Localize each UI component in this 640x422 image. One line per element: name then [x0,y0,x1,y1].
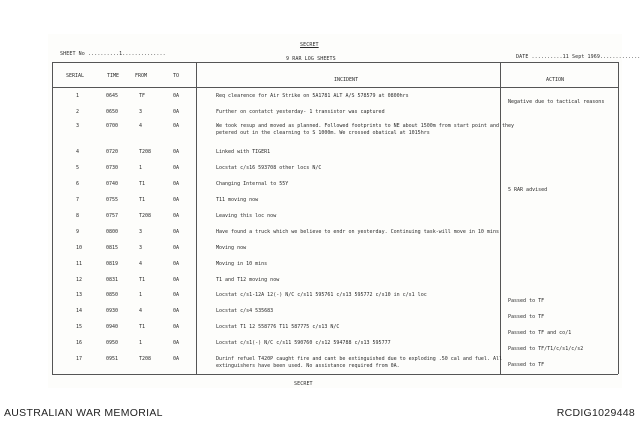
row-time: 0645 [106,93,119,99]
security-classification-top: SECRET [300,42,319,48]
row-serial: 3 [76,123,80,129]
row-action: Passed to TF [508,298,545,304]
row-to: 0A [173,165,180,171]
row-serial: 12 [76,277,83,283]
row-time: 0815 [106,245,119,251]
security-classification-bottom: SECRET [294,381,313,387]
row-to: 0A [173,181,180,187]
archive-reference: RCDIG1029448 [556,407,635,419]
row-serial: 11 [76,261,83,267]
row-from: T1 [139,324,146,330]
row-incident: Locstat c/s1-12A 12(-) N/C c/s11 595761 c/s13 595772 c/s10 in c/s1 loc [216,292,427,298]
row-serial: 5 [76,165,80,171]
row-from: 4 [139,123,143,129]
row-to: 0A [173,308,180,314]
row-incident: extinguishers have been used. No assistance required from 0A. [216,363,400,369]
row-from: 1 [139,292,143,298]
row-time: 0951 [106,356,119,362]
row-serial: 1 [76,93,80,99]
row-incident: Moving now [216,245,247,251]
row-to: 0A [173,324,180,330]
row-from: 1 [139,165,143,171]
row-action: Passed to TF [508,362,545,368]
incident-column-divider [196,62,197,374]
row-serial: 16 [76,340,83,346]
row-from: T208 [139,149,152,155]
row-time: 0700 [106,123,119,129]
row-to: 0A [173,292,180,298]
row-time: 0831 [106,277,119,283]
row-incident: Leaving this loc now [216,213,277,219]
column-header-incident: INCIDENT [334,77,359,83]
column-header-from: FROM [135,73,148,79]
table-top-border [52,62,618,63]
row-action: Passed to TF/T1/c/s1/c/s2 [508,346,584,352]
row-incident: Req clearence for Air Strike on 5A1781 ALT A/S 578579 at 0800hrs [216,93,409,99]
row-time: 0940 [106,324,119,330]
column-header-serial: SERIAL [66,73,85,79]
row-incident: We took resup and moved as planned. Followed footprints to NE about 1500m from start point and they [216,123,515,129]
row-to: 0A [173,213,180,219]
column-header-to: TO [173,73,180,79]
row-to: 0A [173,93,180,99]
row-to: 0A [173,356,180,362]
row-time: 0730 [106,165,119,171]
row-from: 3 [139,229,143,235]
row-to: 0A [173,123,180,129]
row-serial: 17 [76,356,83,362]
row-action: 5 RAR advised [508,187,548,193]
archive-credit: AUSTRALIAN WAR MEMORIAL [4,407,163,419]
row-from: T1 [139,197,146,203]
row-to: 0A [173,229,180,235]
row-incident: T1 and T12 moving now [216,277,280,283]
row-time: 0757 [106,213,119,219]
row-time: 0819 [106,261,119,267]
table-header-divider [52,87,618,88]
table-bottom-border [52,374,618,375]
sheet-number: SHEET No ..........1.............. [60,51,166,57]
row-action: Passed to TF [508,314,545,320]
row-from: T208 [139,356,152,362]
row-to: 0A [173,197,180,203]
row-incident: Locstat c/s1(-) N/C c/s11 590760 c/s12 594788 c/s13 595777 [216,340,391,346]
row-from: 4 [139,261,143,267]
row-incident: Further on contatct yesterday- 1 transistor was captured [216,109,385,115]
row-action: Negative due to tactical reasons [508,99,605,105]
row-serial: 4 [76,149,80,155]
table-right-border [618,62,619,374]
row-incident: Locstat c/s16 593708 other locs N/C [216,165,322,171]
row-incident: Have found a truck which we believe to endr on yesterday. Continuing task-will move in 10 mins [216,229,499,235]
row-to: 0A [173,245,180,251]
row-time: 0720 [106,149,119,155]
row-from: 1 [139,340,143,346]
row-time: 0800 [106,229,119,235]
row-serial: 15 [76,324,83,330]
row-from: TF [139,93,146,99]
row-from: T1 [139,181,146,187]
row-time: 0850 [106,292,119,298]
row-incident: Locstat T1 12 558776 T11 587775 c/s13 N/C [216,324,340,330]
row-incident: Changing Internal to 55Y [216,181,289,187]
row-incident: Moving in 10 mins [216,261,268,267]
row-from: 4 [139,308,143,314]
log-sheet [48,34,640,388]
row-to: 0A [173,149,180,155]
row-serial: 10 [76,245,83,251]
row-serial: 13 [76,292,83,298]
row-to: 0A [173,340,180,346]
log-date: DATE ..........11 Sept 1969............. [516,54,640,60]
row-serial: 8 [76,213,80,219]
row-serial: 2 [76,109,80,115]
log-sheet-title: 9 RAR LOG SHEETS [286,56,336,62]
row-incident: Locstat c/s4 535683 [216,308,274,314]
row-from: T208 [139,213,152,219]
row-serial: 7 [76,197,80,203]
column-header-time: TIME [107,73,120,79]
row-serial: 14 [76,308,83,314]
row-incident: T11 moving now [216,197,259,203]
row-to: 0A [173,261,180,267]
row-incident: petered out in the clearning to S 1000m. We crossed obatical at 1015hrs [216,130,430,136]
row-time: 0755 [106,197,119,203]
row-from: 3 [139,109,143,115]
row-from: T1 [139,277,146,283]
column-header-action: ACTION [546,77,565,83]
row-action: Passed to TF and co/1 [508,330,572,336]
row-serial: 6 [76,181,80,187]
row-to: 0A [173,109,180,115]
row-to: 0A [173,277,180,283]
row-time: 0950 [106,340,119,346]
row-time: 0650 [106,109,119,115]
action-column-divider [500,62,501,374]
row-incident: Linked with TIGER1 [216,149,271,155]
row-time: 0740 [106,181,119,187]
row-from: 3 [139,245,143,251]
row-serial: 9 [76,229,80,235]
row-incident: Durinf refuel T420P caught fire and cant be extinguished due to exploding .50 cal and fuel. All [216,356,502,362]
table-left-border [52,62,53,374]
row-time: 0930 [106,308,119,314]
